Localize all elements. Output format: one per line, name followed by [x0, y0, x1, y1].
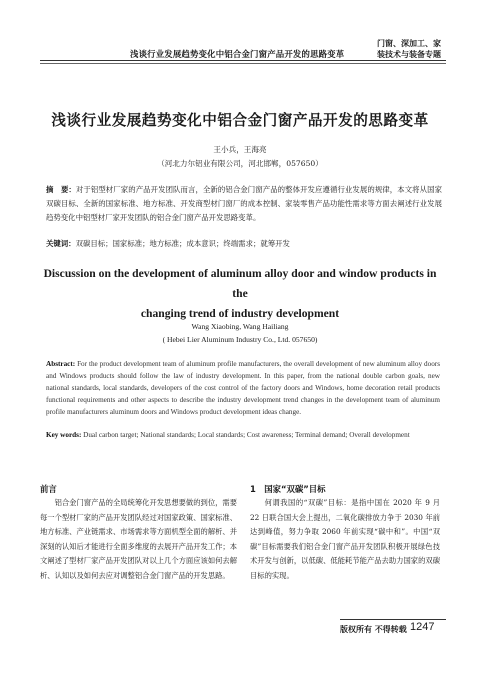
keywords-label-en: Key words: [46, 431, 82, 439]
keywords-label-cn: 关键词： [46, 239, 76, 248]
keywords-text-en: Dual carbon target; National standards; Local standards; Cost awareness; Terminal demand; Overall development [83, 431, 410, 439]
header-rule [40, 60, 446, 61]
paper-title-en-line1: Discussion on the development of aluminum alloy door and window products in the [43, 267, 437, 300]
abstract-label-en: Abstract: [46, 360, 76, 368]
abstract-en [46, 358, 440, 418]
footer-rule [340, 619, 446, 620]
paper-title-en-line2: changing trend of industry development [140, 307, 340, 320]
keywords-text-cn: 双碳目标；国家标准；地方标准；成本意识；终端需求；就筹开发 [75, 239, 290, 248]
abstract-text-cn: 对于铝型材厂家的产品开发团队而言，全新的铝合金门窗产品的整体开发应遵循行业发展的规律，本文将从国家双碳目标、全新的国家标准、地方标准、开发商型材门窗厂的成本控制、家装零售产品功能性需求等方面去阐述行业发展趋势变化中铝型材厂家开发团队的铝合金门窗产品开发思路变革。 [46, 185, 442, 222]
paper-title-en [40, 264, 440, 324]
abstract-text-en: For the product development team of aluminum profile manufacturers, the overall development of new aluminum alloy doors and Windows products should follow the law of industry development. In this paper, from the national double carbon goals, new national standards, local standards, developers of the cost control of the factory doors and Windows, home decoration retail products functional requirements and other aspects to describe the industry development trend changes in the development team of aluminum profile manufacturers aluminum doors and Windows product development ideas change. [46, 360, 441, 416]
header-rule-thin [40, 63, 446, 64]
preface-heading: 前言 [40, 484, 57, 494]
abstract-label-cn: 摘 要： [46, 185, 76, 194]
column-tag-line2: 装技术与装备专题 [377, 49, 441, 59]
copyright-notice: 版权所有 不得转载 [340, 625, 407, 634]
authors-cn: 王小兵，王海亮 [213, 145, 267, 154]
page-number: 1247 [410, 621, 435, 633]
authors-en: Wang Xiaobing, Wang Hailiang [191, 322, 289, 331]
running-title: 浅谈行业发展趋势变化中铝合金门窗产品开发的思路变革 [130, 49, 345, 59]
section1-heading: 1 国家“双碳”目标 [250, 484, 326, 494]
preface-paragraph: 铝合金门窗产品的全局统筹化开发思想要做的到位，需要每一个型材厂家的产品开发团队经过对国家政策、国家标准、地方标准、产业链需求、市场需求等方面机型全面的解析、并深刻的认知后才能进行全面多维度的去展开产品开发工作；本文阐述了型材厂家产品开发团队对以上几个方面应该如何去解析、认知以及如何去应对调整铝合金门窗产品的开发思路。 [40, 498, 238, 580]
keywords-en [46, 429, 440, 441]
section1-paragraph: 何谓我国的“双碳”目标：是指中国在 2020 年 9 月 22 日联合国大会上提出，二氧化碳排放力争于 2030 年前达到峰值，努力争取 2060 年前实现“碳中和”。中国“双碳”目标需要我们铝合金门窗产品开发团队积极开展绿色技术开发与创新，以低碳、低能耗节能产品去助力国家的双碳目标的实现。 [250, 498, 440, 580]
affiliation-cn: （河北力尔铝业有限公司，河北邯郸，057650） [157, 159, 323, 168]
affiliation-en: ( Hebei Lier Aluminum Industry Co., Ltd. 057650) [162, 335, 318, 344]
abstract-cn [46, 183, 442, 225]
paper-title-cn: 浅谈行业发展趋势变化中铝合金门窗产品开发的思路变革 [51, 112, 429, 129]
keywords-cn [46, 238, 442, 250]
column-tag [371, 38, 441, 60]
column-tag-line1: 门窗、深加工、家 [377, 38, 441, 48]
